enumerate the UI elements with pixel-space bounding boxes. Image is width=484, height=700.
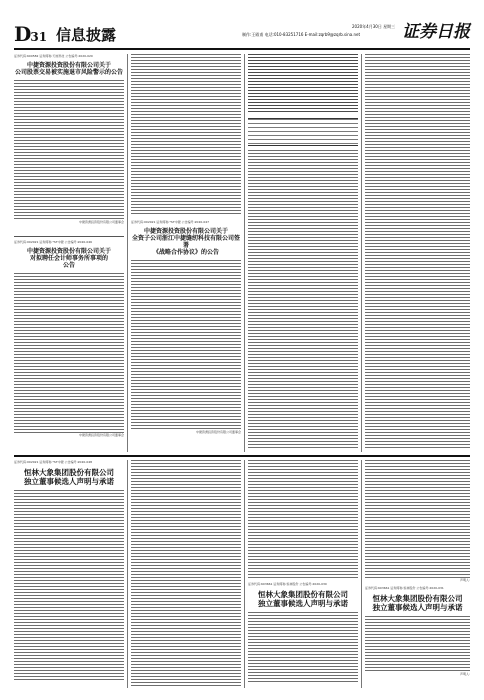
editor-contact: 制作:王殿甫 电话:010-83251716 E-mail:zqrb9@zqrb.sina.net bbox=[242, 32, 361, 37]
announcement-code: 证券代码:002021 证券简称:*ST中捷 公告编号:2020-046 bbox=[14, 240, 93, 244]
announcement-3 bbox=[131, 220, 241, 450]
body-text bbox=[248, 150, 358, 450]
section-title: 信息披露 bbox=[56, 26, 117, 44]
announcement-body bbox=[14, 490, 124, 680]
text-column-2-lower bbox=[131, 460, 241, 688]
announcement-title-line: 恒林大象集团股份有限公司 bbox=[372, 594, 463, 603]
announcement-1 bbox=[14, 54, 124, 234]
data-table bbox=[248, 118, 358, 146]
announcement-title-line: 公告 bbox=[62, 262, 75, 269]
column-rule bbox=[127, 54, 128, 452]
text-column-3 bbox=[248, 54, 358, 450]
masthead-rule bbox=[14, 48, 470, 50]
body-text bbox=[248, 460, 358, 578]
body-text bbox=[248, 54, 358, 114]
announcement-4 bbox=[14, 460, 124, 688]
announcement-title-line: 全资子公司浙江中捷缝纫科技有限公司签署 bbox=[131, 235, 240, 249]
announcement-body bbox=[14, 80, 124, 220]
announcement-signature: 声明人: bbox=[459, 578, 470, 582]
announcement-title-line: 独立董事候选人声明与承诺 bbox=[258, 599, 348, 608]
column-rule bbox=[127, 460, 128, 688]
announcement-2 bbox=[14, 240, 124, 450]
section-divider bbox=[14, 455, 470, 457]
column-rule bbox=[244, 54, 245, 452]
column-rule bbox=[361, 460, 362, 688]
announcement-title-line: 中捷资源投资股份有限公司关于 bbox=[26, 62, 111, 69]
text-column-4 bbox=[365, 54, 470, 450]
announcement-title-line: 独立董事候选人声明与承诺 bbox=[372, 603, 463, 612]
announcement-signature: 中捷资源投资股份有限公司董事会 bbox=[195, 430, 241, 434]
text-column-3-lower bbox=[248, 460, 358, 688]
page-code-letter: D bbox=[14, 22, 31, 46]
announcement-title-line: 对拟聘任会计师事务所事项的 bbox=[29, 255, 108, 262]
announcement-title-line: 恒林大象集团股份有限公司 bbox=[258, 590, 348, 599]
newspaper-logo: 证券日报 bbox=[402, 22, 470, 42]
announcement-body bbox=[14, 273, 124, 433]
announcement-title-line: 恒林大象集团股份有限公司 bbox=[24, 468, 114, 477]
announcement-body bbox=[131, 260, 241, 430]
announcement-code: 证券代码:002021 证券简称:*ST中捷 公告编号:2020-048 bbox=[14, 460, 93, 464]
body-text bbox=[365, 54, 470, 450]
announcement-body bbox=[248, 612, 358, 682]
announcement-title-line: 中捷资源投资股份有限公司关于 bbox=[143, 228, 228, 235]
column-rule bbox=[244, 460, 245, 688]
announcement-title-line: 独立董事候选人声明与承诺 bbox=[24, 477, 114, 486]
announcement-body bbox=[365, 616, 470, 672]
page-code bbox=[14, 24, 47, 47]
announcement-code: 证券代码:002021 证券简称:*ST中捷 公告编号:2020-047 bbox=[131, 220, 210, 224]
announcement-title-line: 中捷资源投资股份有限公司关于 bbox=[26, 248, 111, 255]
masthead bbox=[14, 24, 470, 46]
body-text bbox=[131, 460, 241, 688]
announcement-signature: 中捷资源投资股份有限公司董事会 bbox=[78, 433, 124, 437]
announcement-title-line: 公司股票交易被实施退市风险警示的公告 bbox=[14, 69, 123, 76]
announcement-title-line: 《战略合作协议》的公告 bbox=[152, 249, 219, 256]
issue-date: 2020年4月30日 星期三 bbox=[352, 24, 396, 29]
divider bbox=[14, 236, 124, 237]
body-text bbox=[365, 460, 470, 578]
announcement-code: 证券代码:600582 证券简称:天地科技 公告编号:2020-020 bbox=[14, 54, 93, 58]
announcement-signature: 中捷资源投资股份有限公司董事会 bbox=[78, 220, 124, 224]
body-text bbox=[131, 54, 241, 214]
announcement-code: 证券代码:603661 证券简称:恒林股份 公告编号:2020-030 bbox=[248, 582, 327, 586]
column-rule bbox=[361, 54, 362, 452]
page-number: 31 bbox=[30, 30, 48, 44]
text-column-4-lower bbox=[365, 460, 470, 688]
text-column-2 bbox=[131, 54, 241, 214]
announcement-code: 证券代码:603661 证券简称:恒林股份 公告编号:2020-031 bbox=[365, 586, 444, 590]
announcement-signature: 声明人: bbox=[459, 672, 470, 676]
